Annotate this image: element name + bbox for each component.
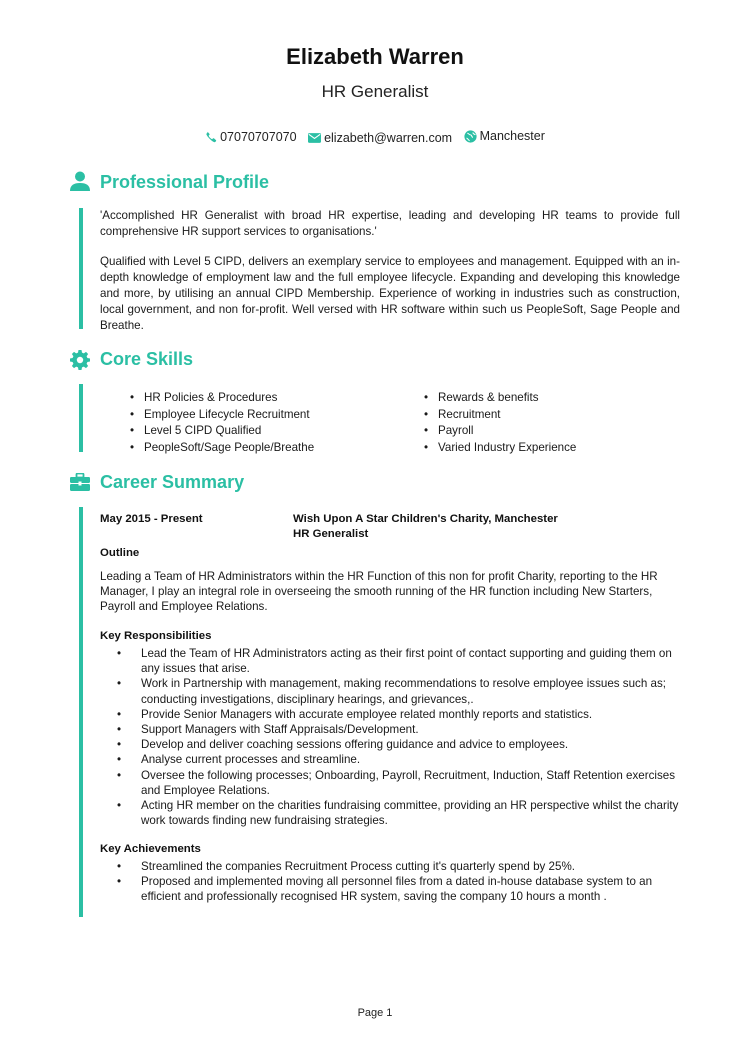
contact-email[interactable] — [308, 131, 452, 145]
section-heading-skills: Core Skills — [100, 349, 194, 369]
job-employer: Wish Upon A Star Children's Charity, Manchester — [293, 513, 558, 525]
profile-details: Qualified with Level 5 CIPD, delivers an exemplary service to employees and management. Equipped with an in-depth knowledge of employment law and the full employee lifecycle. Expanding and developing this knowledge and more, by utilising an annual CIPD Membership. Experience of working in industries such as construction, local government, and non for-profit. Well versed with HR software within such us PeopleSoft, Sage People and Breathe. — [100, 255, 680, 332]
outline-label: Outline — [100, 547, 140, 559]
location-text: Manchester — [479, 129, 545, 143]
skill-item: • Level 5 CIPD Qualified — [130, 423, 314, 440]
contact-location — [464, 129, 545, 143]
skills-column-2 — [424, 390, 576, 456]
skill-item: • Varied Industry Experience — [424, 440, 576, 457]
job-dates: May 2015 - Present — [100, 513, 203, 525]
list-item: • Streamlined the companies Recruitment Process cutting it's quarterly spend by 25%. — [100, 859, 680, 874]
skills-column-1 — [130, 390, 314, 456]
skill-item: • Payroll — [424, 423, 576, 440]
skill-item: • PeopleSoft/Sage People/Breathe — [130, 440, 314, 457]
list-item: • Oversee the following processes; Onboarding, Payroll, Recruitment, Induction, Staff Retention exercises and Employee Relations. — [100, 768, 680, 798]
phone-text: 07070707070 — [220, 129, 297, 144]
list-item: • Lead the Team of HR Administrators acting as their first point of contact supporting and guiding them on any issues that arise. — [100, 646, 680, 676]
achievements-list — [100, 859, 680, 905]
list-item: • Proposed and implemented moving all personnel files from a dated in-house database system to an efficient and professionally recognised HR system, saving the company 10 hours a month . — [100, 874, 680, 904]
gear-icon — [70, 350, 90, 370]
list-item: • Work in Partnership with management, making recommendations to resolve employee issues such as; conducting investigations, disciplinary hearings, and grievances,. — [100, 676, 680, 706]
envelope-icon — [308, 133, 321, 143]
achievements-label: Key Achievements — [100, 843, 201, 855]
person-icon — [70, 171, 90, 191]
skill-item: • Rewards & benefits — [424, 390, 576, 407]
list-item: • Analyse current processes and streamline. — [100, 752, 680, 767]
globe-icon — [464, 130, 477, 143]
briefcase-icon — [70, 473, 90, 491]
profile-summary: 'Accomplished HR Generalist with broad HR expertise, leading and developing HR teams to provide full comprehensive HR support services to organisations.' — [100, 209, 680, 238]
profile-accent-bar — [79, 208, 83, 329]
list-item: • Acting HR member on the charities fundraising committee, providing an HR perspective whilst the charity work towards finding new fundraising strategies. — [100, 798, 680, 828]
section-heading-career: Career Summary — [100, 472, 245, 492]
responsibilities-label: Key Responsibilities — [100, 630, 212, 642]
list-item: • Develop and deliver coaching sessions offering guidance and advice to employees. — [100, 737, 680, 752]
job-role: HR Generalist — [293, 528, 369, 540]
contact-phone[interactable] — [205, 130, 296, 144]
page-number: Page 1 — [357, 1007, 393, 1019]
phone-icon — [205, 131, 217, 143]
section-heading-profile: Professional Profile — [100, 172, 270, 192]
list-item: • Support Managers with Staff Appraisals/Development. — [100, 722, 680, 737]
email-text: elizabeth@warren.com — [324, 130, 453, 145]
responsibilities-list — [100, 646, 680, 828]
job-outline: Leading a Team of HR Administrators within the HR Function of this non for profit Charity, reporting to the HR Manager, I play an integral role in overseeing the smooth running of the HR function including New Starters, Payroll and Employee Relations. — [100, 570, 658, 614]
skill-item: • HR Policies & Procedures — [130, 390, 314, 407]
candidate-name: Elizabeth Warren — [286, 44, 464, 69]
list-item: • Provide Senior Managers with accurate employee related monthly reports and statistics. — [100, 707, 680, 722]
candidate-title: HR Generalist — [321, 82, 429, 101]
skill-item: • Employee Lifecycle Recruitment — [130, 407, 314, 424]
skills-accent-bar — [79, 384, 83, 452]
skill-item: • Recruitment — [424, 407, 576, 424]
contact-line — [0, 129, 750, 146]
career-accent-bar — [79, 507, 83, 917]
